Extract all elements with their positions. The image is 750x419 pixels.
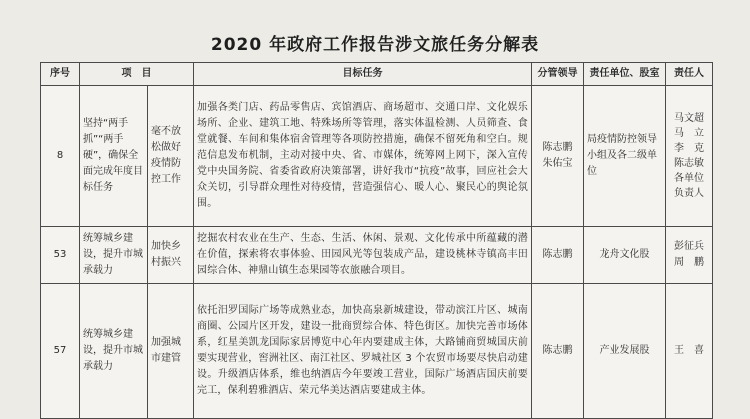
row-unit: 龙舟文化股 xyxy=(584,227,666,284)
row-seq: 8 xyxy=(41,86,80,227)
header-unit: 责任单位、股室 xyxy=(584,63,666,86)
row-leader: 陈志鹏 xyxy=(532,284,584,419)
row-item-sub: 毫不放松做好疫情防控工作 xyxy=(148,86,194,227)
row-item-main: 坚持“两手抓”“两手硬”，确保全面完成年度目标任务 xyxy=(80,86,148,227)
row-unit: 产业发展股 xyxy=(584,284,666,419)
document-title: 2020 年政府工作报告涉文旅任务分解表 xyxy=(210,35,540,55)
header-leader: 分管领导 xyxy=(532,63,584,86)
row-seq: 53 xyxy=(41,227,80,284)
row-leader: 陈志鹏 朱佑宝 xyxy=(532,86,584,227)
row-item-sub: 加强城市建管 xyxy=(148,284,194,419)
table-row xyxy=(41,284,713,419)
row-unit: 局疫情防控领导小组及各二级单位 xyxy=(584,86,666,227)
header-seq: 序号 xyxy=(41,63,80,86)
header-item: 项 目 xyxy=(80,63,194,86)
task-table xyxy=(40,62,713,419)
table-row xyxy=(41,227,713,284)
header-person: 责任人 xyxy=(666,63,713,86)
row-target: 依托汨罗国际广场等成熟业态，加快高泉新城建设，带动滨江片区、城南商圈、公园片区开发，建设一批商贸综合体、特色街区。加快完善市场体系，红星美凯龙国际家居博览中心年内要建成主体，大路铺商贸城国庆前要实现营业，窖洲社区、南江社区、罗城社区 3 个农贸市场要尽快启动建设。升级酒店体系，维也纳酒店今年要竣工营业，国际广场酒店国庆前要完工，保利碧雅酒店、荣元华美达酒店要建成主体。 xyxy=(194,284,532,419)
row-target: 挖掘农村农业在生产、生态、生活、休闲、景观、文化传承中所蕴藏的潜在价值，探索将农事体验、田园风光等包装成产品，建设桃林寺镇高丰田园综合体、神鼎山镇生态果园等农旅融合项目。 xyxy=(194,227,532,284)
table-row xyxy=(41,86,713,227)
row-person: 王 喜 xyxy=(666,284,713,419)
header-target: 目标任务 xyxy=(194,63,532,86)
row-item-main: 统筹城乡建设，提升市城承载力 xyxy=(80,227,148,284)
header-row xyxy=(41,63,713,86)
row-person: 马文超 马 立 李 克 陈志敏 各单位 负责人 xyxy=(666,86,713,227)
row-leader: 陈志鹏 xyxy=(532,227,584,284)
row-target: 加强各类门店、药品零售店、宾馆酒店、商场超市、交通口岸、文化娱乐场所、企业、建筑工地、特殊场所等管理，落实体温检测、人员筛查、食堂就餐、车间和集体宿舍管理等各项防控措施，确保不留死角和空白。规范信息发布机制，主动对接中央、省、市媒体，统筹网上网下，深入宣传党中央国务院、省委省政府决策部署，讲好我市“抗疫”故事，回应社会大众关切，引导群众理性对待疫情，营造强信心、暖人心、聚民心的舆论氛围。 xyxy=(194,86,532,227)
row-person: 彭征兵 周 鹏 xyxy=(666,227,713,284)
row-seq: 57 xyxy=(41,284,80,419)
row-item-main: 统筹城乡建设，提升市城承载力 xyxy=(80,284,148,419)
row-item-sub: 加快乡村振兴 xyxy=(148,227,194,284)
